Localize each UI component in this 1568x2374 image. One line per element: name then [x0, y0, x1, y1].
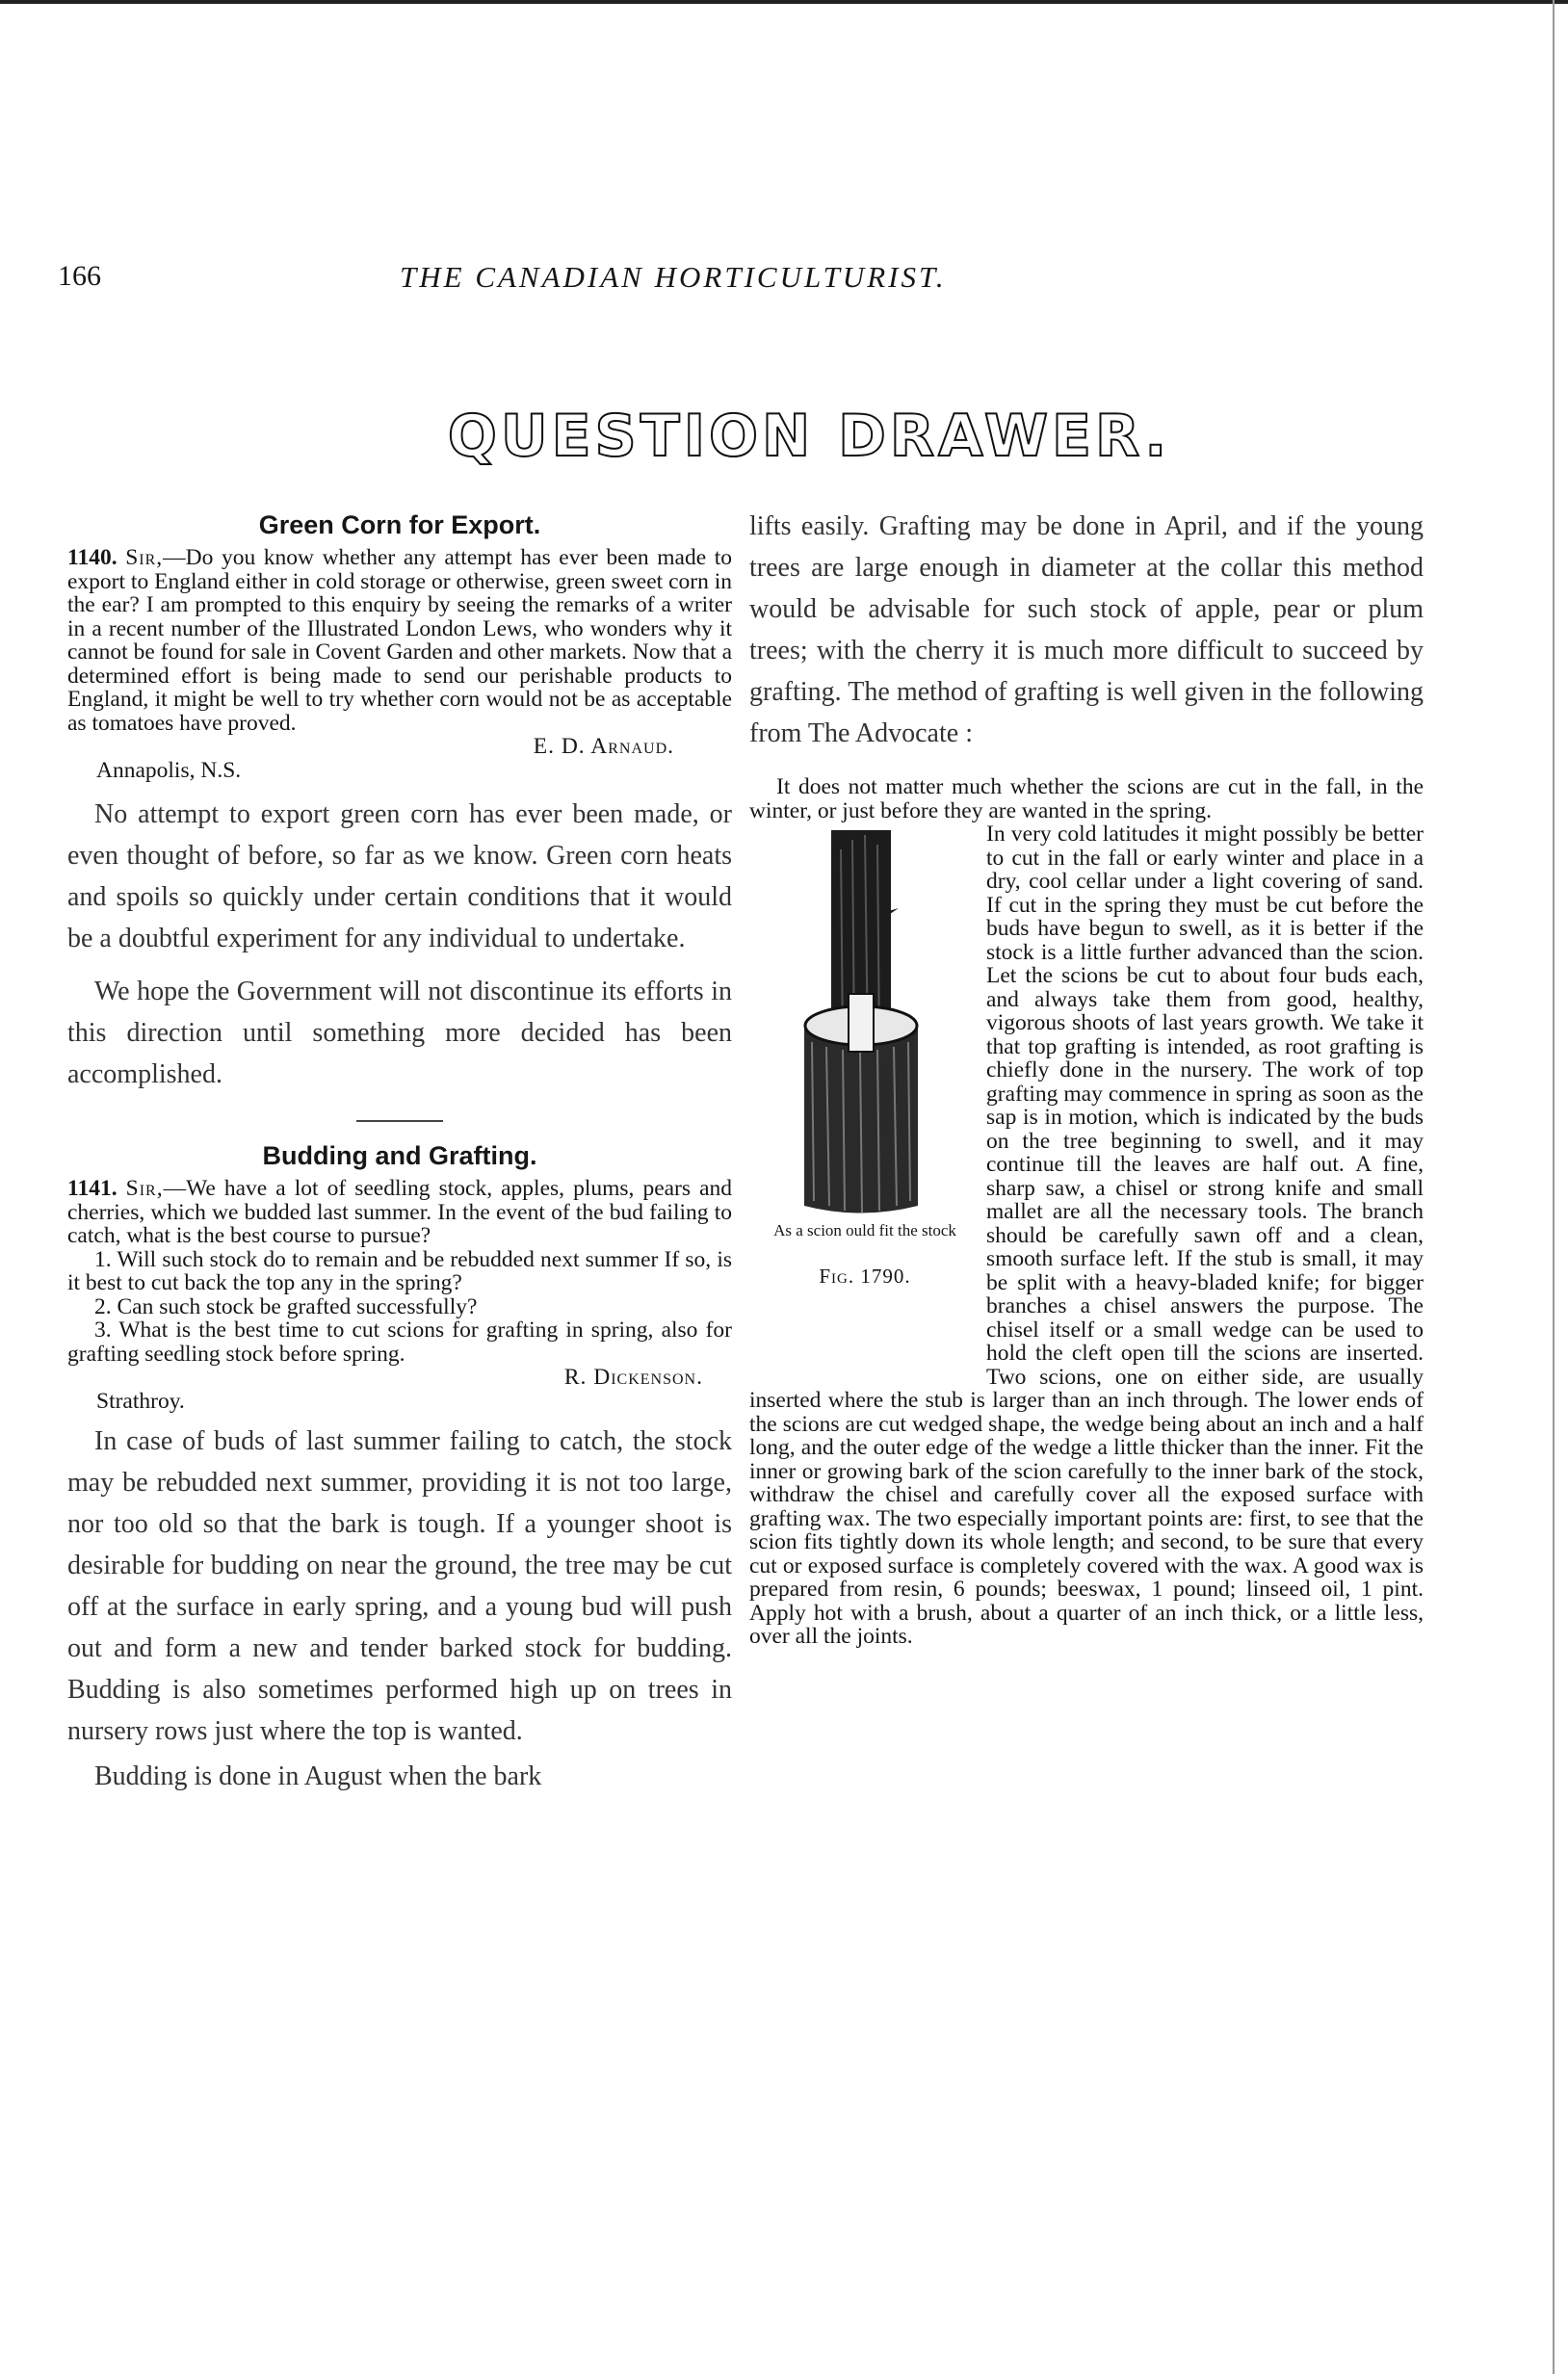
right-column	[749, 506, 1424, 1649]
question-heading: Green Corn for Export.	[258, 510, 541, 539]
figure-label: Fig. 1790.	[819, 1265, 911, 1288]
author-place: Strathroy.	[96, 1388, 185, 1414]
left-column	[67, 510, 732, 1797]
question-body: —Do you know whether any attempt has ever been made to export to England either in cold storage or otherwise, green sweet corn in the ear? I am prompted to this enquiry by seeing the remarks of a writer in a recent number of the Illustrated London Lews, who wonders why it cannot be found for sale in Covent Garden and other markets. Now that a determined effort is being made to send our perishable products to England, it might be well to try whether corn would not be as acceptable as tomatoes have proved.	[67, 545, 733, 736]
figure	[749, 830, 980, 1370]
grafted-stock-illustration-icon	[793, 830, 937, 1215]
top-border	[0, 0, 1568, 4]
author-name: R. Dickenson.	[563, 1365, 703, 1390]
answer-paragraph: In case of buds of last summer failing to catch, the stock may be rebudded next summer, providing it is not too large, nor too old so that the bark is tough. If a younger shoot is desirable for budding on near the ground, the tree may be cut off at the surface in early spring, and a young bud will push out and form a new and tender barked stock for budding. Budding is also sometimes performed high up on trees in nursery rows just where the top is wanted.	[67, 1426, 732, 1746]
author-place: Annapolis, N.S.	[96, 757, 242, 783]
answer-paragraph: Budding is done in August when the bark	[94, 1761, 542, 1791]
answer-continued: lifts easily. Grafting may be done in April, and if the young trees are large enough in diameter at the collar this method would be advisable for such stock of apple, pear or plum trees; with the cherry it is much more difficult to succeed by grafting. The method of grafting is well given in the following from The Advocate :	[749, 511, 1424, 748]
question-number: 1140.	[67, 545, 118, 570]
quote-intro: It does not matter much whether the scions are cut in the fall, in the winter, or just before they are wanted in the spring.	[749, 774, 1424, 823]
right-border	[1553, 0, 1555, 2374]
question-heading: Budding and Grafting.	[262, 1141, 537, 1170]
salutation: Sir,	[125, 1176, 164, 1201]
salutation: Sir,	[125, 545, 164, 570]
answer-paragraph: No attempt to export green corn has ever been made, or even thought of before, so far as we know. Green corn heats and spoils so quickly under certain conditions that it would be a doubtful experiment for any individual to undertake.	[67, 799, 732, 953]
question-text	[67, 1177, 732, 1248]
journal-title: THE CANADIAN HORTICULTURIST.	[400, 260, 947, 294]
running-head	[58, 260, 1059, 299]
section-title: QUESTION DRAWER.	[447, 403, 1171, 470]
question-body: —We have a lot of seedling stock, apples, plums, pears and cherries, which we budded last summer. In the event of the bud failing to catch, what is the best course to pursue?	[67, 1176, 732, 1248]
question-item: 3. What is the best time to cut scions for grafting in spring, also for grafting seedling stock before spring.	[67, 1317, 732, 1367]
page-number: 166	[58, 260, 101, 292]
question-number: 1141.	[67, 1176, 118, 1201]
question-item: 1. Will such stock do to remain and be rebudded next summer If so, is it best to cut back the top any in the spring?	[67, 1246, 732, 1295]
divider	[356, 1120, 443, 1122]
quote-main: In very cold latitudes it might possibly be better to cut in the fall or early winter and place in a dry, cool cellar under a light covering of sand. If cut in the spring they must be cut before the buds have begun to swell, as it is better if the stock is a little further advanced than the scion. Let the scions be cut to about four buds each, and always take them from good, healthy, vigorous shoots of last years growth. We take it that top grafting is intended, as root grafting is chiefly done in the nursery. The work of top grafting may commence in spring as soon as the sap is in motion, which is indicated by the buds on the tree beginning to swell, and it may continue till the leaves are half out. A fine, sharp saw, a chisel or strong knife and small mallet are all the necessary tools. The branch should be carefully sawn off and a clean, smooth surface left. If the stub is small, it may be split with a heavy-bladed knife; for bigger branches a chisel answers the purpose. The chisel itself or a small wedge can be used to hold the cleft open till the scions are inserted. Two scions, one on either side, are usually inserted where the stub is larger than an inch through. The lower ends of the scions are cut wedged shape, the wedge being about an inch and a half long, and the outer edge of the wedge a little thicker than the inner. Fit the inner or growing bark of the scion carefully to the inner bark of the stock, withdraw the chisel and carefully cover all the exposed surface with grafting wax. The two especially important points are: first, to see that the scion fits tightly down its whole length; and second, to be sure that every cut or exposed surface is completely covered with the wax. A good wax is prepared from resin, 6 pounds; beeswax, 1 pound; linseed oil, 1 pint. Apply hot with a brush, about a quarter of an inch thick, or a little less, over all the joints.	[749, 822, 1424, 1649]
signature-line	[67, 735, 732, 759]
answer-paragraph: We hope the Government will not discontinue its efforts in this direction until something more decided has been accomplished.	[67, 977, 732, 1089]
author-name: E. D. Arnaud.	[533, 734, 674, 759]
signature-line	[67, 1366, 732, 1390]
question-item: 2. Can such stock be grafted successfully?	[94, 1293, 478, 1319]
question-text	[67, 546, 732, 735]
figure-caption: As a scion ould fit the stock	[773, 1221, 956, 1239]
